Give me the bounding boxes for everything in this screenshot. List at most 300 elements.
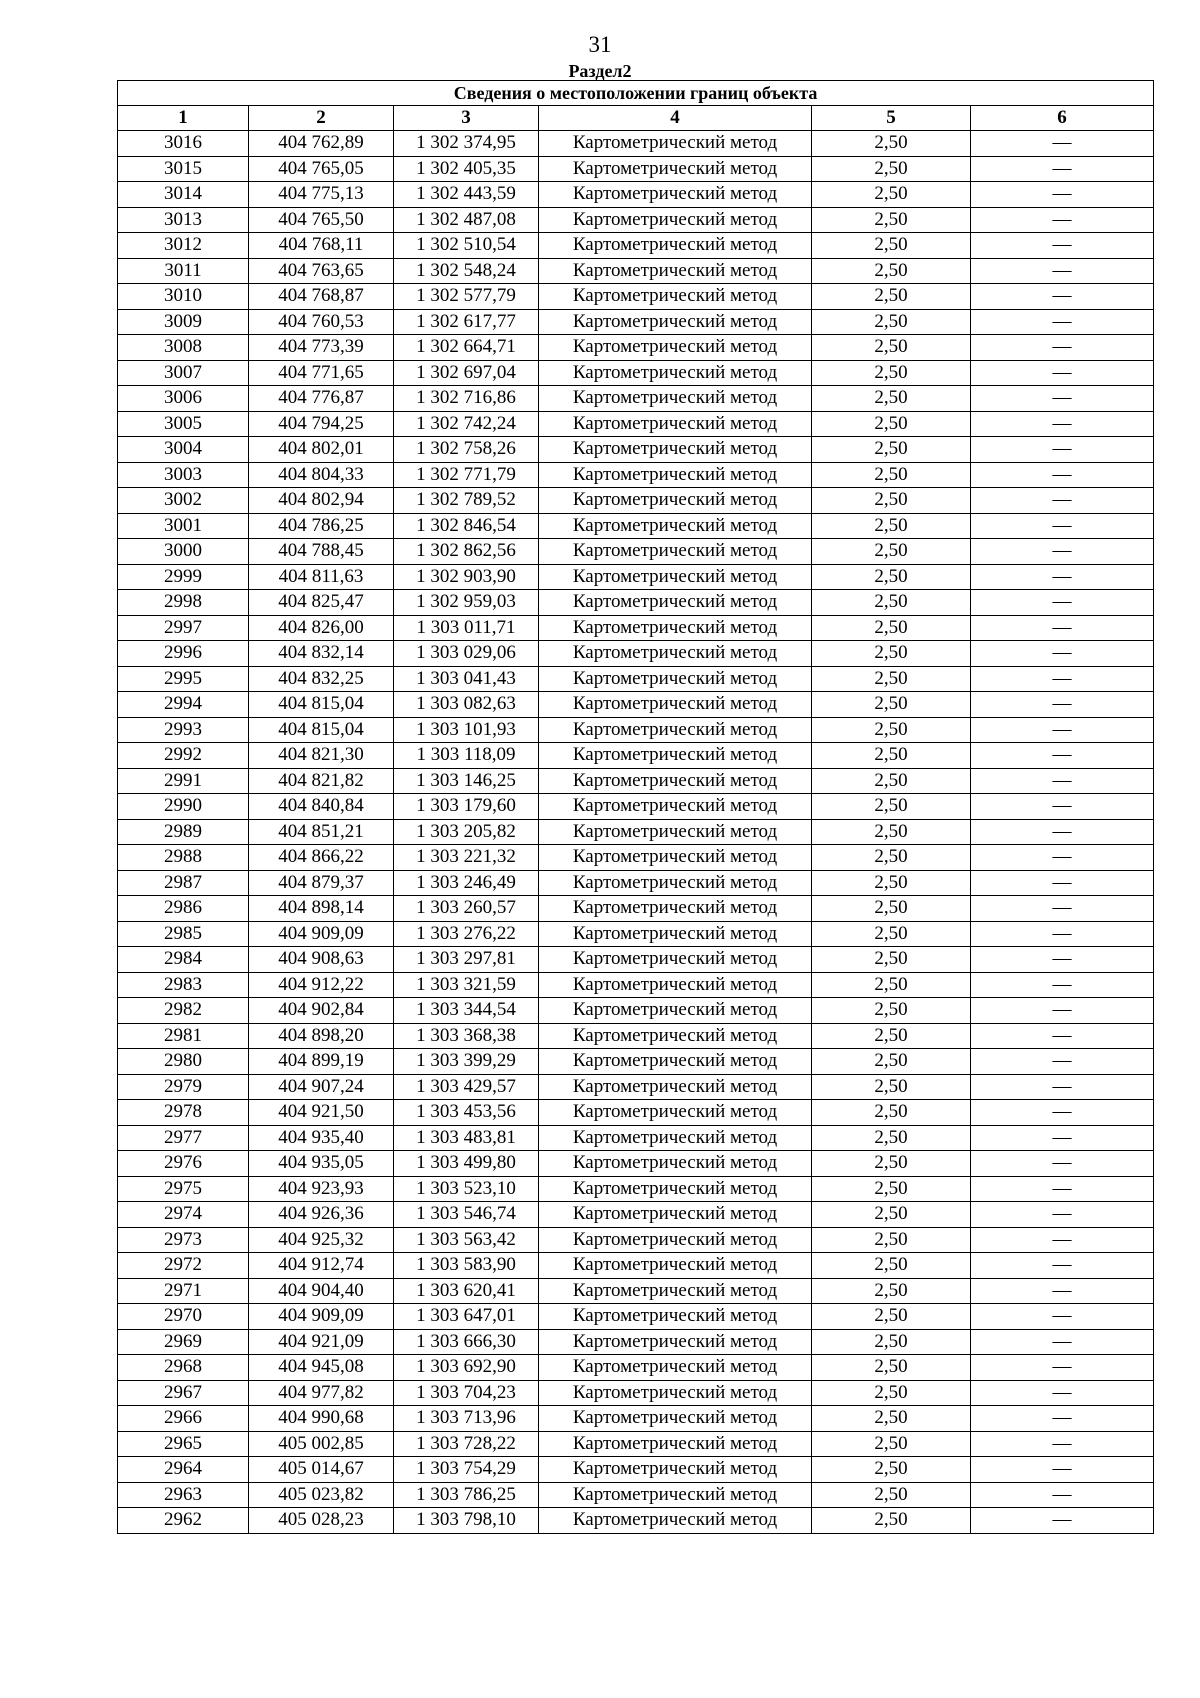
x-coordinate-cell: 404 898,14 (249, 896, 394, 922)
description-cell: — (971, 284, 1154, 310)
method-cell: Картометрический метод (539, 1202, 812, 1228)
point-number-cell: 3011 (118, 258, 249, 284)
point-number-cell: 2964 (118, 1457, 249, 1483)
method-cell: Картометрический метод (539, 284, 812, 310)
accuracy-cell: 2,50 (812, 1329, 971, 1355)
table-row (118, 1355, 1154, 1381)
table-row (118, 998, 1154, 1024)
accuracy-cell: 2,50 (812, 1380, 971, 1406)
accuracy-cell: 2,50 (812, 207, 971, 233)
y-coordinate-cell: 1 303 246,49 (394, 870, 539, 896)
accuracy-cell: 2,50 (812, 768, 971, 794)
table-row (118, 411, 1154, 437)
x-coordinate-cell: 404 794,25 (249, 411, 394, 437)
accuracy-cell: 2,50 (812, 488, 971, 514)
point-number-cell: 3008 (118, 335, 249, 361)
y-coordinate-cell: 1 302 617,77 (394, 309, 539, 335)
description-cell: — (971, 870, 1154, 896)
method-cell: Картометрический метод (539, 1355, 812, 1381)
x-coordinate-cell: 404 786,25 (249, 513, 394, 539)
column-header: 3 (394, 106, 539, 131)
method-cell: Картометрический метод (539, 1508, 812, 1534)
accuracy-cell: 2,50 (812, 666, 971, 692)
method-cell: Картометрический метод (539, 1482, 812, 1508)
accuracy-cell: 2,50 (812, 896, 971, 922)
point-number-cell: 2999 (118, 564, 249, 590)
point-number-cell: 2993 (118, 717, 249, 743)
accuracy-cell: 2,50 (812, 972, 971, 998)
x-coordinate-cell: 404 921,09 (249, 1329, 394, 1355)
accuracy-cell: 2,50 (812, 182, 971, 208)
method-cell: Картометрический метод (539, 1125, 812, 1151)
description-cell: — (971, 156, 1154, 182)
y-coordinate-cell: 1 303 546,74 (394, 1202, 539, 1228)
accuracy-cell: 2,50 (812, 717, 971, 743)
x-coordinate-cell: 404 765,05 (249, 156, 394, 182)
point-number-cell: 2992 (118, 743, 249, 769)
table-row (118, 207, 1154, 233)
method-cell: Картометрический метод (539, 1431, 812, 1457)
y-coordinate-cell: 1 302 959,03 (394, 590, 539, 616)
y-coordinate-cell: 1 302 758,26 (394, 437, 539, 463)
method-cell: Картометрический метод (539, 360, 812, 386)
method-cell: Картометрический метод (539, 1406, 812, 1432)
table-row (118, 947, 1154, 973)
y-coordinate-cell: 1 303 146,25 (394, 768, 539, 794)
point-number-cell: 3014 (118, 182, 249, 208)
y-coordinate-cell: 1 302 771,79 (394, 462, 539, 488)
method-cell: Картометрический метод (539, 437, 812, 463)
method-cell: Картометрический метод (539, 1049, 812, 1075)
description-cell: — (971, 1176, 1154, 1202)
description-cell: — (971, 411, 1154, 437)
description-cell: — (971, 1074, 1154, 1100)
x-coordinate-cell: 404 925,32 (249, 1227, 394, 1253)
accuracy-cell: 2,50 (812, 258, 971, 284)
x-coordinate-cell: 405 028,23 (249, 1508, 394, 1534)
description-cell: — (971, 182, 1154, 208)
table-row (118, 1457, 1154, 1483)
y-coordinate-cell: 1 302 443,59 (394, 182, 539, 208)
x-coordinate-cell: 404 899,19 (249, 1049, 394, 1075)
y-coordinate-cell: 1 303 429,57 (394, 1074, 539, 1100)
y-coordinate-cell: 1 303 029,06 (394, 641, 539, 667)
y-coordinate-cell: 1 303 583,90 (394, 1253, 539, 1279)
description-cell: — (971, 1202, 1154, 1228)
accuracy-cell: 2,50 (812, 1253, 971, 1279)
y-coordinate-cell: 1 303 118,09 (394, 743, 539, 769)
method-cell: Картометрический метод (539, 1278, 812, 1304)
y-coordinate-cell: 1 303 523,10 (394, 1176, 539, 1202)
method-cell: Картометрический метод (539, 845, 812, 871)
description-cell: — (971, 207, 1154, 233)
point-number-cell: 3005 (118, 411, 249, 437)
table-row (118, 513, 1154, 539)
accuracy-cell: 2,50 (812, 615, 971, 641)
x-coordinate-cell: 404 765,50 (249, 207, 394, 233)
table-row (118, 615, 1154, 641)
method-cell: Картометрический метод (539, 207, 812, 233)
y-coordinate-cell: 1 302 487,08 (394, 207, 539, 233)
y-coordinate-cell: 1 303 297,81 (394, 947, 539, 973)
table-row (118, 870, 1154, 896)
x-coordinate-cell: 404 775,13 (249, 182, 394, 208)
section-title: Раздел2 (568, 61, 632, 81)
description-cell: — (971, 1508, 1154, 1534)
method-cell: Картометрический метод (539, 1227, 812, 1253)
accuracy-cell: 2,50 (812, 692, 971, 718)
y-coordinate-cell: 1 303 786,25 (394, 1482, 539, 1508)
table-row (118, 1074, 1154, 1100)
method-cell: Картометрический метод (539, 947, 812, 973)
y-coordinate-cell: 1 303 179,60 (394, 794, 539, 820)
y-coordinate-cell: 1 303 704,23 (394, 1380, 539, 1406)
y-coordinate-cell: 1 302 846,54 (394, 513, 539, 539)
table-row (118, 1508, 1154, 1534)
y-coordinate-cell: 1 302 716,86 (394, 386, 539, 412)
x-coordinate-cell: 404 912,22 (249, 972, 394, 998)
point-number-cell: 2976 (118, 1151, 249, 1177)
description-cell: — (971, 666, 1154, 692)
table-row (118, 233, 1154, 259)
y-coordinate-cell: 1 303 713,96 (394, 1406, 539, 1432)
table-row (118, 1202, 1154, 1228)
description-cell: — (971, 1151, 1154, 1177)
point-number-cell: 2981 (118, 1023, 249, 1049)
point-number-cell: 2966 (118, 1406, 249, 1432)
method-cell: Картометрический метод (539, 819, 812, 845)
table-row (118, 1100, 1154, 1126)
description-cell: — (971, 258, 1154, 284)
point-number-cell: 2979 (118, 1074, 249, 1100)
table-row (118, 131, 1154, 157)
table-row (118, 539, 1154, 565)
point-number-cell: 2989 (118, 819, 249, 845)
table-row (118, 641, 1154, 667)
accuracy-cell: 2,50 (812, 1049, 971, 1075)
y-coordinate-cell: 1 303 011,71 (394, 615, 539, 641)
description-cell: — (971, 1125, 1154, 1151)
accuracy-cell: 2,50 (812, 360, 971, 386)
x-coordinate-cell: 404 762,89 (249, 131, 394, 157)
accuracy-cell: 2,50 (812, 1100, 971, 1126)
x-coordinate-cell: 404 815,04 (249, 692, 394, 718)
table-row (118, 1482, 1154, 1508)
method-cell: Картометрический метод (539, 1074, 812, 1100)
description-cell: — (971, 437, 1154, 463)
y-coordinate-cell: 1 303 101,93 (394, 717, 539, 743)
method-cell: Картометрический метод (539, 488, 812, 514)
table-row (118, 896, 1154, 922)
point-number-cell: 3004 (118, 437, 249, 463)
table-row (118, 1278, 1154, 1304)
point-number-cell: 2994 (118, 692, 249, 718)
accuracy-cell: 2,50 (812, 1431, 971, 1457)
table-row (118, 1125, 1154, 1151)
accuracy-cell: 2,50 (812, 743, 971, 769)
point-number-cell: 2962 (118, 1508, 249, 1534)
method-cell: Картометрический метод (539, 1100, 812, 1126)
description-cell: — (971, 641, 1154, 667)
accuracy-cell: 2,50 (812, 794, 971, 820)
point-number-cell: 2985 (118, 921, 249, 947)
method-cell: Картометрический метод (539, 998, 812, 1024)
method-cell: Картометрический метод (539, 258, 812, 284)
description-cell: — (971, 947, 1154, 973)
x-coordinate-cell: 404 898,20 (249, 1023, 394, 1049)
point-number-cell: 2963 (118, 1482, 249, 1508)
x-coordinate-cell: 404 821,82 (249, 768, 394, 794)
y-coordinate-cell: 1 302 405,35 (394, 156, 539, 182)
point-number-cell: 2968 (118, 1355, 249, 1381)
boundary-coordinates-table (117, 80, 1154, 1534)
y-coordinate-cell: 1 303 368,38 (394, 1023, 539, 1049)
table-row (118, 1023, 1154, 1049)
point-number-cell: 2996 (118, 641, 249, 667)
accuracy-cell: 2,50 (812, 564, 971, 590)
description-cell: — (971, 233, 1154, 259)
y-coordinate-cell: 1 302 903,90 (394, 564, 539, 590)
x-coordinate-cell: 405 002,85 (249, 1431, 394, 1457)
point-number-cell: 2980 (118, 1049, 249, 1075)
accuracy-cell: 2,50 (812, 1023, 971, 1049)
accuracy-cell: 2,50 (812, 156, 971, 182)
x-coordinate-cell: 404 851,21 (249, 819, 394, 845)
accuracy-cell: 2,50 (812, 131, 971, 157)
x-coordinate-cell: 404 921,50 (249, 1100, 394, 1126)
table-row (118, 768, 1154, 794)
table-row (118, 1406, 1154, 1432)
y-coordinate-cell: 1 303 221,32 (394, 845, 539, 871)
table-row (118, 666, 1154, 692)
accuracy-cell: 2,50 (812, 1202, 971, 1228)
description-cell: — (971, 360, 1154, 386)
x-coordinate-cell: 404 977,82 (249, 1380, 394, 1406)
accuracy-cell: 2,50 (812, 309, 971, 335)
accuracy-cell: 2,50 (812, 513, 971, 539)
point-number-cell: 2972 (118, 1253, 249, 1279)
method-cell: Картометрический метод (539, 411, 812, 437)
table-caption-row (118, 81, 1154, 106)
point-number-cell: 3006 (118, 386, 249, 412)
method-cell: Картометрический метод (539, 1253, 812, 1279)
column-number-row (118, 106, 1154, 131)
accuracy-cell: 2,50 (812, 590, 971, 616)
description-cell: — (971, 845, 1154, 871)
table-row (118, 717, 1154, 743)
point-number-cell: 2991 (118, 768, 249, 794)
x-coordinate-cell: 404 776,87 (249, 386, 394, 412)
accuracy-cell: 2,50 (812, 1278, 971, 1304)
method-cell: Картометрический метод (539, 896, 812, 922)
x-coordinate-cell: 404 945,08 (249, 1355, 394, 1381)
y-coordinate-cell: 1 302 664,71 (394, 335, 539, 361)
x-coordinate-cell: 404 788,45 (249, 539, 394, 565)
y-coordinate-cell: 1 302 577,79 (394, 284, 539, 310)
x-coordinate-cell: 404 821,30 (249, 743, 394, 769)
accuracy-cell: 2,50 (812, 335, 971, 361)
y-coordinate-cell: 1 303 483,81 (394, 1125, 539, 1151)
description-cell: — (971, 1278, 1154, 1304)
point-number-cell: 3003 (118, 462, 249, 488)
method-cell: Картометрический метод (539, 513, 812, 539)
accuracy-cell: 2,50 (812, 641, 971, 667)
table-row (118, 1304, 1154, 1330)
accuracy-cell: 2,50 (812, 870, 971, 896)
accuracy-cell: 2,50 (812, 1508, 971, 1534)
accuracy-cell: 2,50 (812, 411, 971, 437)
description-cell: — (971, 1253, 1154, 1279)
accuracy-cell: 2,50 (812, 921, 971, 947)
point-number-cell: 3000 (118, 539, 249, 565)
accuracy-cell: 2,50 (812, 1176, 971, 1202)
x-coordinate-cell: 404 923,93 (249, 1176, 394, 1202)
x-coordinate-cell: 404 904,40 (249, 1278, 394, 1304)
point-number-cell: 2969 (118, 1329, 249, 1355)
method-cell: Картометрический метод (539, 666, 812, 692)
accuracy-cell: 2,50 (812, 1227, 971, 1253)
point-number-cell: 2978 (118, 1100, 249, 1126)
point-number-cell: 2971 (118, 1278, 249, 1304)
x-coordinate-cell: 404 771,65 (249, 360, 394, 386)
description-cell: — (971, 1100, 1154, 1126)
x-coordinate-cell: 404 832,14 (249, 641, 394, 667)
table-row (118, 437, 1154, 463)
method-cell: Картометрический метод (539, 921, 812, 947)
x-coordinate-cell: 404 907,24 (249, 1074, 394, 1100)
y-coordinate-cell: 1 303 321,59 (394, 972, 539, 998)
description-cell: — (971, 998, 1154, 1024)
x-coordinate-cell: 404 760,53 (249, 309, 394, 335)
point-number-cell: 2998 (118, 590, 249, 616)
description-cell: — (971, 768, 1154, 794)
method-cell: Картометрический метод (539, 564, 812, 590)
x-coordinate-cell: 404 802,94 (249, 488, 394, 514)
method-cell: Картометрический метод (539, 615, 812, 641)
y-coordinate-cell: 1 303 276,22 (394, 921, 539, 947)
table-row (118, 462, 1154, 488)
point-number-cell: 3001 (118, 513, 249, 539)
description-cell: — (971, 513, 1154, 539)
x-coordinate-cell: 404 909,09 (249, 1304, 394, 1330)
x-coordinate-cell: 404 908,63 (249, 947, 394, 973)
point-number-cell: 2973 (118, 1227, 249, 1253)
y-coordinate-cell: 1 303 399,29 (394, 1049, 539, 1075)
description-cell: — (971, 1355, 1154, 1381)
table-row (118, 1253, 1154, 1279)
table-row (118, 743, 1154, 769)
table-row (118, 182, 1154, 208)
table-row (118, 284, 1154, 310)
accuracy-cell: 2,50 (812, 845, 971, 871)
x-coordinate-cell: 404 773,39 (249, 335, 394, 361)
method-cell: Картометрический метод (539, 233, 812, 259)
description-cell: — (971, 462, 1154, 488)
y-coordinate-cell: 1 303 754,29 (394, 1457, 539, 1483)
accuracy-cell: 2,50 (812, 437, 971, 463)
x-coordinate-cell: 404 840,84 (249, 794, 394, 820)
method-cell: Картометрический метод (539, 539, 812, 565)
y-coordinate-cell: 1 302 862,56 (394, 539, 539, 565)
accuracy-cell: 2,50 (812, 462, 971, 488)
accuracy-cell: 2,50 (812, 1151, 971, 1177)
x-coordinate-cell: 404 909,09 (249, 921, 394, 947)
x-coordinate-cell: 404 902,84 (249, 998, 394, 1024)
method-cell: Картометрический метод (539, 309, 812, 335)
y-coordinate-cell: 1 303 647,01 (394, 1304, 539, 1330)
description-cell: — (971, 972, 1154, 998)
description-cell: — (971, 794, 1154, 820)
point-number-cell: 3016 (118, 131, 249, 157)
description-cell: — (971, 743, 1154, 769)
column-header: 6 (971, 106, 1154, 131)
method-cell: Картометрический метод (539, 156, 812, 182)
y-coordinate-cell: 1 303 499,80 (394, 1151, 539, 1177)
point-number-cell: 3009 (118, 309, 249, 335)
description-cell: — (971, 615, 1154, 641)
method-cell: Картометрический метод (539, 1176, 812, 1202)
point-number-cell: 3012 (118, 233, 249, 259)
method-cell: Картометрический метод (539, 335, 812, 361)
description-cell: — (971, 488, 1154, 514)
x-coordinate-cell: 404 768,11 (249, 233, 394, 259)
description-cell: — (971, 921, 1154, 947)
description-cell: — (971, 1227, 1154, 1253)
description-cell: — (971, 1049, 1154, 1075)
column-header: 1 (118, 106, 249, 131)
description-cell: — (971, 386, 1154, 412)
description-cell: — (971, 1023, 1154, 1049)
table-row (118, 1431, 1154, 1457)
description-cell: — (971, 1482, 1154, 1508)
point-number-cell: 2987 (118, 870, 249, 896)
x-coordinate-cell: 404 815,04 (249, 717, 394, 743)
column-header: 5 (812, 106, 971, 131)
method-cell: Картометрический метод (539, 794, 812, 820)
table-row (118, 1380, 1154, 1406)
point-number-cell: 2988 (118, 845, 249, 871)
y-coordinate-cell: 1 302 510,54 (394, 233, 539, 259)
method-cell: Картометрический метод (539, 1304, 812, 1330)
point-number-cell: 2970 (118, 1304, 249, 1330)
page-number: 31 (588, 32, 612, 57)
accuracy-cell: 2,50 (812, 1304, 971, 1330)
y-coordinate-cell: 1 302 789,52 (394, 488, 539, 514)
y-coordinate-cell: 1 303 344,54 (394, 998, 539, 1024)
description-cell: — (971, 309, 1154, 335)
point-number-cell: 3010 (118, 284, 249, 310)
x-coordinate-cell: 404 935,05 (249, 1151, 394, 1177)
point-number-cell: 2982 (118, 998, 249, 1024)
accuracy-cell: 2,50 (812, 539, 971, 565)
point-number-cell: 3015 (118, 156, 249, 182)
x-coordinate-cell: 405 014,67 (249, 1457, 394, 1483)
description-cell: — (971, 896, 1154, 922)
point-number-cell: 2984 (118, 947, 249, 973)
x-coordinate-cell: 404 866,22 (249, 845, 394, 871)
accuracy-cell: 2,50 (812, 819, 971, 845)
x-coordinate-cell: 404 879,37 (249, 870, 394, 896)
method-cell: Картометрический метод (539, 768, 812, 794)
table-row (118, 564, 1154, 590)
description-cell: — (971, 1457, 1154, 1483)
x-coordinate-cell: 404 804,33 (249, 462, 394, 488)
table-row (118, 921, 1154, 947)
y-coordinate-cell: 1 303 666,30 (394, 1329, 539, 1355)
x-coordinate-cell: 404 763,65 (249, 258, 394, 284)
description-cell: — (971, 539, 1154, 565)
method-cell: Картометрический метод (539, 1329, 812, 1355)
